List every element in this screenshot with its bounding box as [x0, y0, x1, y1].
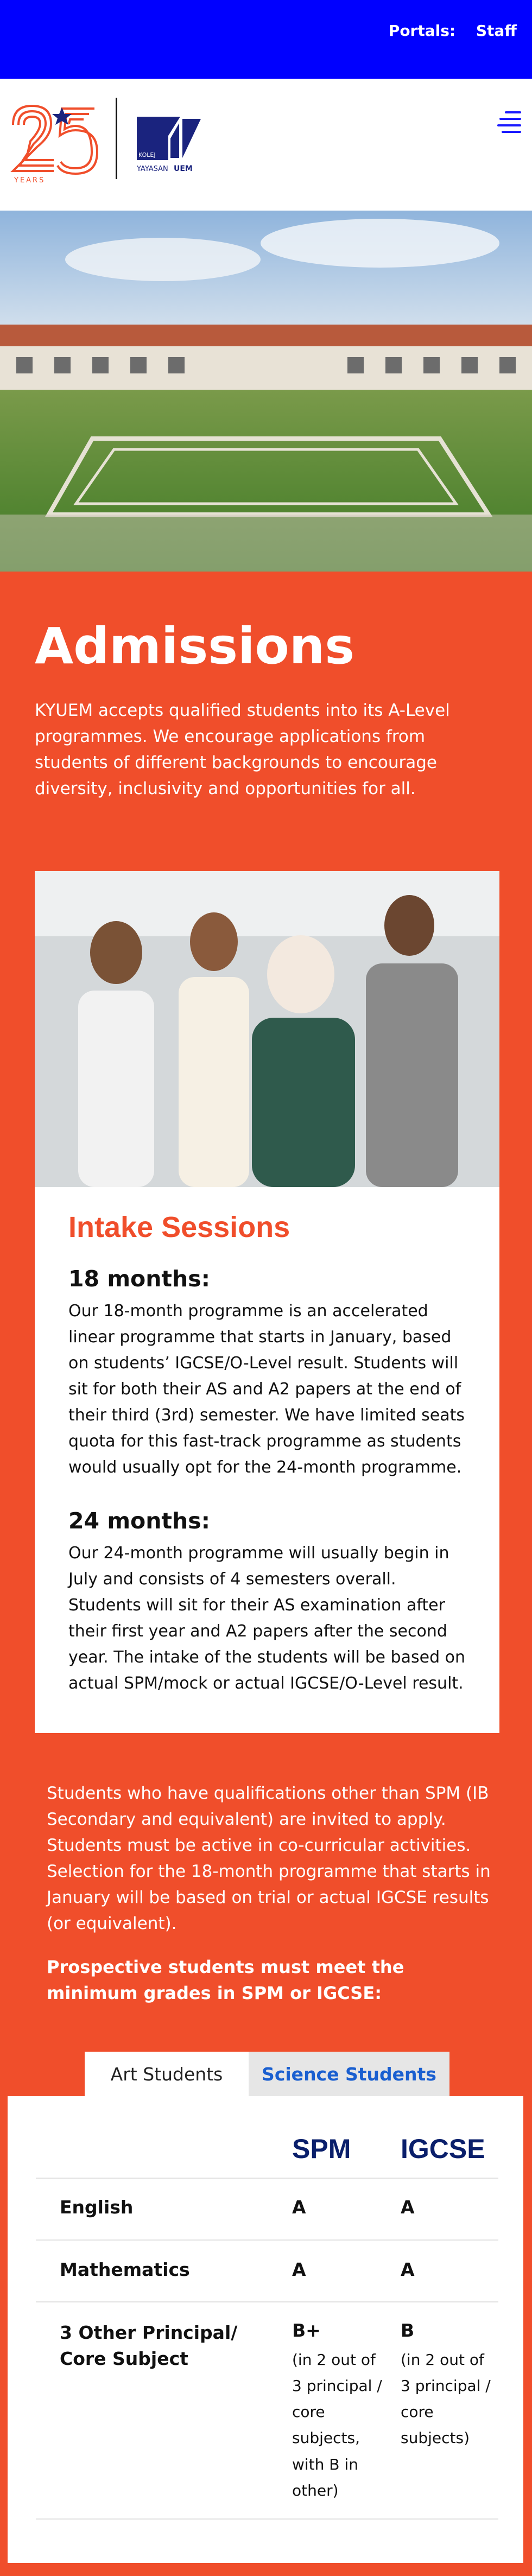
row-divider	[36, 2518, 498, 2520]
mathematics-igcse-grade: A	[401, 2259, 415, 2280]
col-header-spm: SPM	[292, 2134, 351, 2164]
top-bar	[0, 0, 532, 79]
session-24-heading: 24 months:	[68, 1508, 210, 1534]
intake-title: Intake Sessions	[68, 1211, 290, 1243]
session-24-text: Our 24-month programme will usually begin in July and consists of 4 semesters overall. Students will sit for their AS examination after their first year and A2 papers after the second year. The intake of the students will be based on actual SPM/mock or actual IGCSE/O-Level result.	[68, 1544, 466, 1693]
tab-science-students[interactable]: Science Students	[249, 2052, 449, 2096]
other-core-spm-note: (in 2 out of 3 principal / core subjects, with B in other)	[292, 2351, 382, 2499]
subject-mathematics: Mathematics	[60, 2259, 190, 2280]
menu-icon[interactable]	[497, 111, 521, 135]
kyuem-logo[interactable]	[137, 106, 207, 176]
other-core-spm-grade: B+	[292, 2320, 321, 2341]
intake-content	[68, 1210, 470, 1724]
mathematics-spm-grade: A	[292, 2259, 306, 2280]
logo-years-caption: YEARS	[14, 176, 46, 185]
grades-table	[8, 2096, 523, 2563]
logo-divider	[116, 98, 117, 179]
col-header-igcse: IGCSE	[401, 2134, 485, 2164]
session-18-text: Our 18-month programme is an accelerated linear programme that starts in January, based on students’ IGCSE/O-Level result. Students will sit for both their AS and A2 papers at the end of their third (3rd) semester. We have limited seats quota for this fast-track programme as students would usually opt for the 24-month programme.	[68, 1302, 465, 1477]
session-18-heading: 18 months:	[68, 1266, 210, 1292]
students-photo	[35, 871, 499, 1187]
tab-art-students[interactable]: Art Students	[85, 2052, 249, 2096]
requirements-paragraph: Students who have qualifications other than SPM (IB Secondary and equivalent) are invited to apply. Students must be active in co-curricular activities. Selection for the 18-month programme that starts in January will be based on trial or actual IGCSE results (or equivalent).	[47, 1784, 491, 1934]
portals-nav	[373, 22, 517, 40]
row-divider	[36, 2178, 498, 2179]
row-divider	[36, 2301, 498, 2302]
page-title: Admissions	[35, 617, 354, 675]
intake-card	[35, 871, 499, 1733]
25-years-logo[interactable]	[8, 98, 100, 185]
campus-courtyard-image	[0, 211, 532, 572]
other-core-igcse-note: (in 2 out of 3 principal / core subjects)	[401, 2351, 491, 2447]
subject-english: English	[60, 2197, 134, 2218]
portals-label: Portals:	[388, 22, 456, 40]
staff-portal-link[interactable]: Staff	[476, 22, 517, 40]
english-igcse-grade: A	[401, 2197, 415, 2218]
other-core-igcse-grade: B	[401, 2320, 415, 2341]
logo-uem-text: UEM	[174, 164, 193, 173]
row-divider	[36, 2239, 498, 2241]
subject-other-core: 3 Other Principal/ Core Subject	[60, 2322, 238, 2369]
english-spm-grade: A	[292, 2197, 306, 2218]
logo-yayasan-text: YAYASAN	[137, 165, 168, 173]
admissions-intro: KYUEM accepts qualified students into its A-Level programmes. We encourage applications from students of different backgrounds to encourage diversity, inclusivity and opportunities for all.	[35, 701, 450, 799]
site-header	[0, 79, 532, 211]
logo-kolej-text: KOLEJ	[138, 151, 156, 158]
minimum-grades-note: Prospective students must meet the minimum grades in SPM or IGCSE:	[47, 1957, 404, 2003]
